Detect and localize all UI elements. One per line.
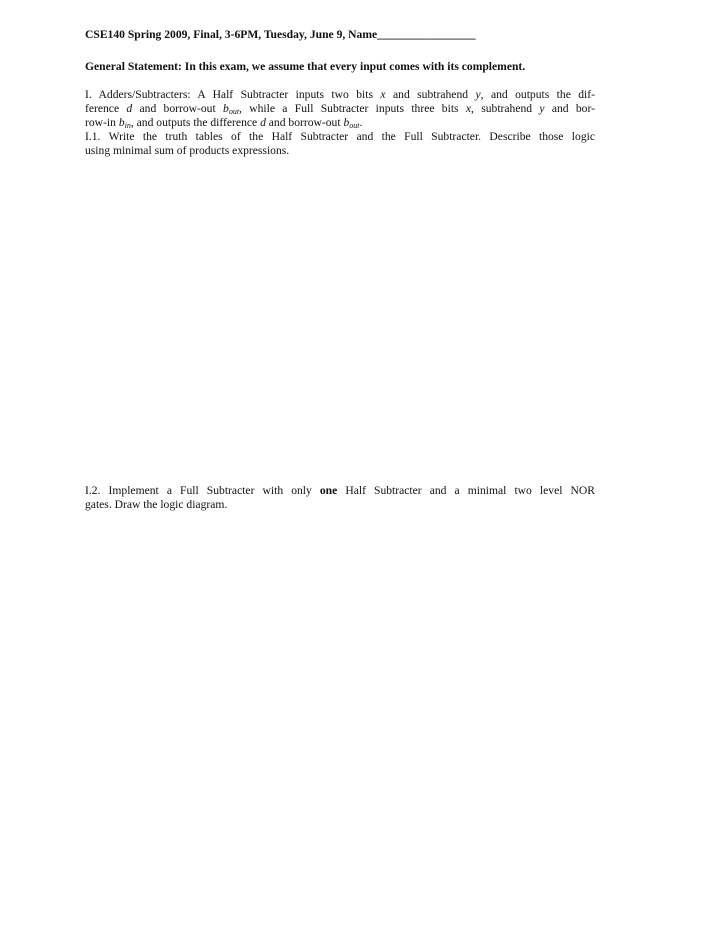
var-d: d (260, 116, 266, 129)
section1-intro (85, 88, 595, 130)
var-y: y (539, 102, 545, 115)
emphasis-one: one (319, 484, 338, 497)
var-b: b (223, 102, 229, 115)
var-x: x (465, 102, 472, 115)
subscript-out: out (349, 121, 360, 130)
var-x: x (380, 88, 386, 101)
subscript-in: in (124, 121, 131, 130)
q2-line-2: gates. Draw the logic diagram. (85, 498, 228, 511)
question-1-2 (85, 484, 595, 512)
exam-title: CSE140 Spring 2009, Final, 3-6PM, Tuesday, June 9, Name_________________ (85, 28, 476, 41)
subscript-out: out (228, 107, 240, 116)
intro-line-3: row-in $b_{in}$, and outputs the difference d and borrow-out $b_{out}$. (85, 116, 363, 130)
intro-line-2: ference d and borrow-out $b_{out}$, while a Full Subtracter inputs three bits x, subtrahend y and bor- (85, 102, 595, 116)
intro-line-1: I. Adders/Subtracters: A Half Subtracter inputs two bits x and subtrahend y, and outputs the dif- (85, 88, 596, 101)
q1-line-2: using minimal sum of products expressions. (85, 144, 290, 157)
q1-line-1: I.1. Write the truth tables of the Half Subtracter and the Full Subtracter. Describe those logic (85, 130, 595, 143)
question-1-1 (85, 130, 595, 158)
var-b: b (343, 116, 350, 129)
general-statement: General Statement: In this exam, we assume that every input comes with its complement. (85, 60, 526, 73)
var-y: y (475, 88, 481, 101)
var-d: d (126, 102, 133, 115)
var-b: b (118, 116, 125, 129)
q2-line-1: I.2. Implement a Full Subtracter with only one Half Subtracter and a minimal two level NOR (85, 484, 595, 497)
